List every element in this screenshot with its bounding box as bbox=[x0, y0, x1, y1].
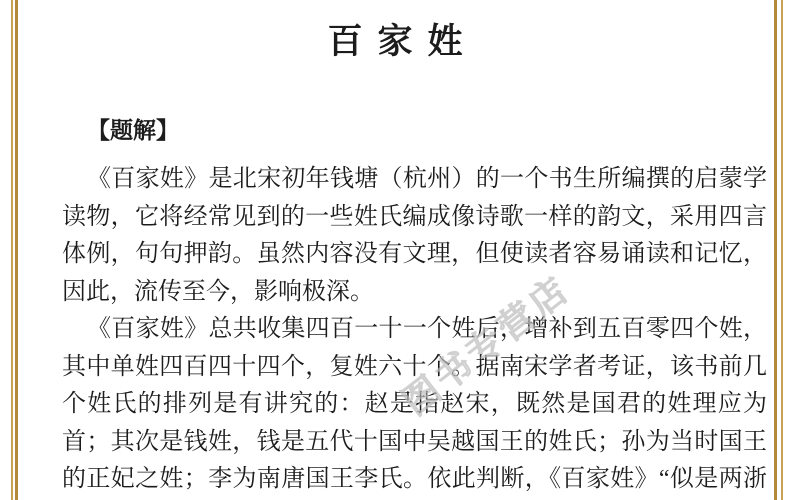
text-line: 首；其次是钱姓，钱是五代十国中吴越国王的姓氏；孙为当时国王 bbox=[62, 428, 767, 455]
text-line: 个姓氏的排列是有讲究的：赵是指赵宋，既然是国君的姓理应为 bbox=[62, 391, 767, 417]
section-header: 【题解】 bbox=[87, 118, 179, 143]
page-title: 百家姓 bbox=[327, 22, 478, 61]
page-border-right-outer-rule bbox=[781, 0, 783, 500]
text-line: 因此，流传至今，影响极深。 bbox=[62, 278, 374, 305]
text-line: 读物，它将经常见到的一些姓氏编成像诗歌一样的韵文，采用四言 bbox=[62, 203, 767, 230]
paragraph bbox=[62, 161, 767, 311]
text-line: 的正妃之姓；李为南唐国王李氏。依此判断，《百家姓》“似是两浙 bbox=[62, 466, 767, 492]
page-border-left-inner-rule bbox=[15, 0, 18, 500]
body-text bbox=[62, 161, 767, 499]
text-line: 其中单姓四百四十四个，复姓六十个。据南宋学者考证，该书前几 bbox=[62, 353, 767, 380]
page-border-left-outer-rule bbox=[11, 0, 13, 500]
text-line: 体例，句句押韵。虽然内容没有文理，但使读者容易诵读和记忆， bbox=[62, 241, 767, 267]
paragraph bbox=[62, 311, 767, 499]
text-line: 《百家姓》是北宋初年钱塘（杭州）的一个书生所编撰的启蒙学 bbox=[87, 166, 767, 192]
page-border-right-inner-rule bbox=[774, 0, 777, 500]
text-line: 《百家姓》总共收集四百一十一个姓后，增补到五百零四个姓， bbox=[87, 316, 767, 342]
store-watermark: 图书专营店 bbox=[395, 268, 578, 423]
